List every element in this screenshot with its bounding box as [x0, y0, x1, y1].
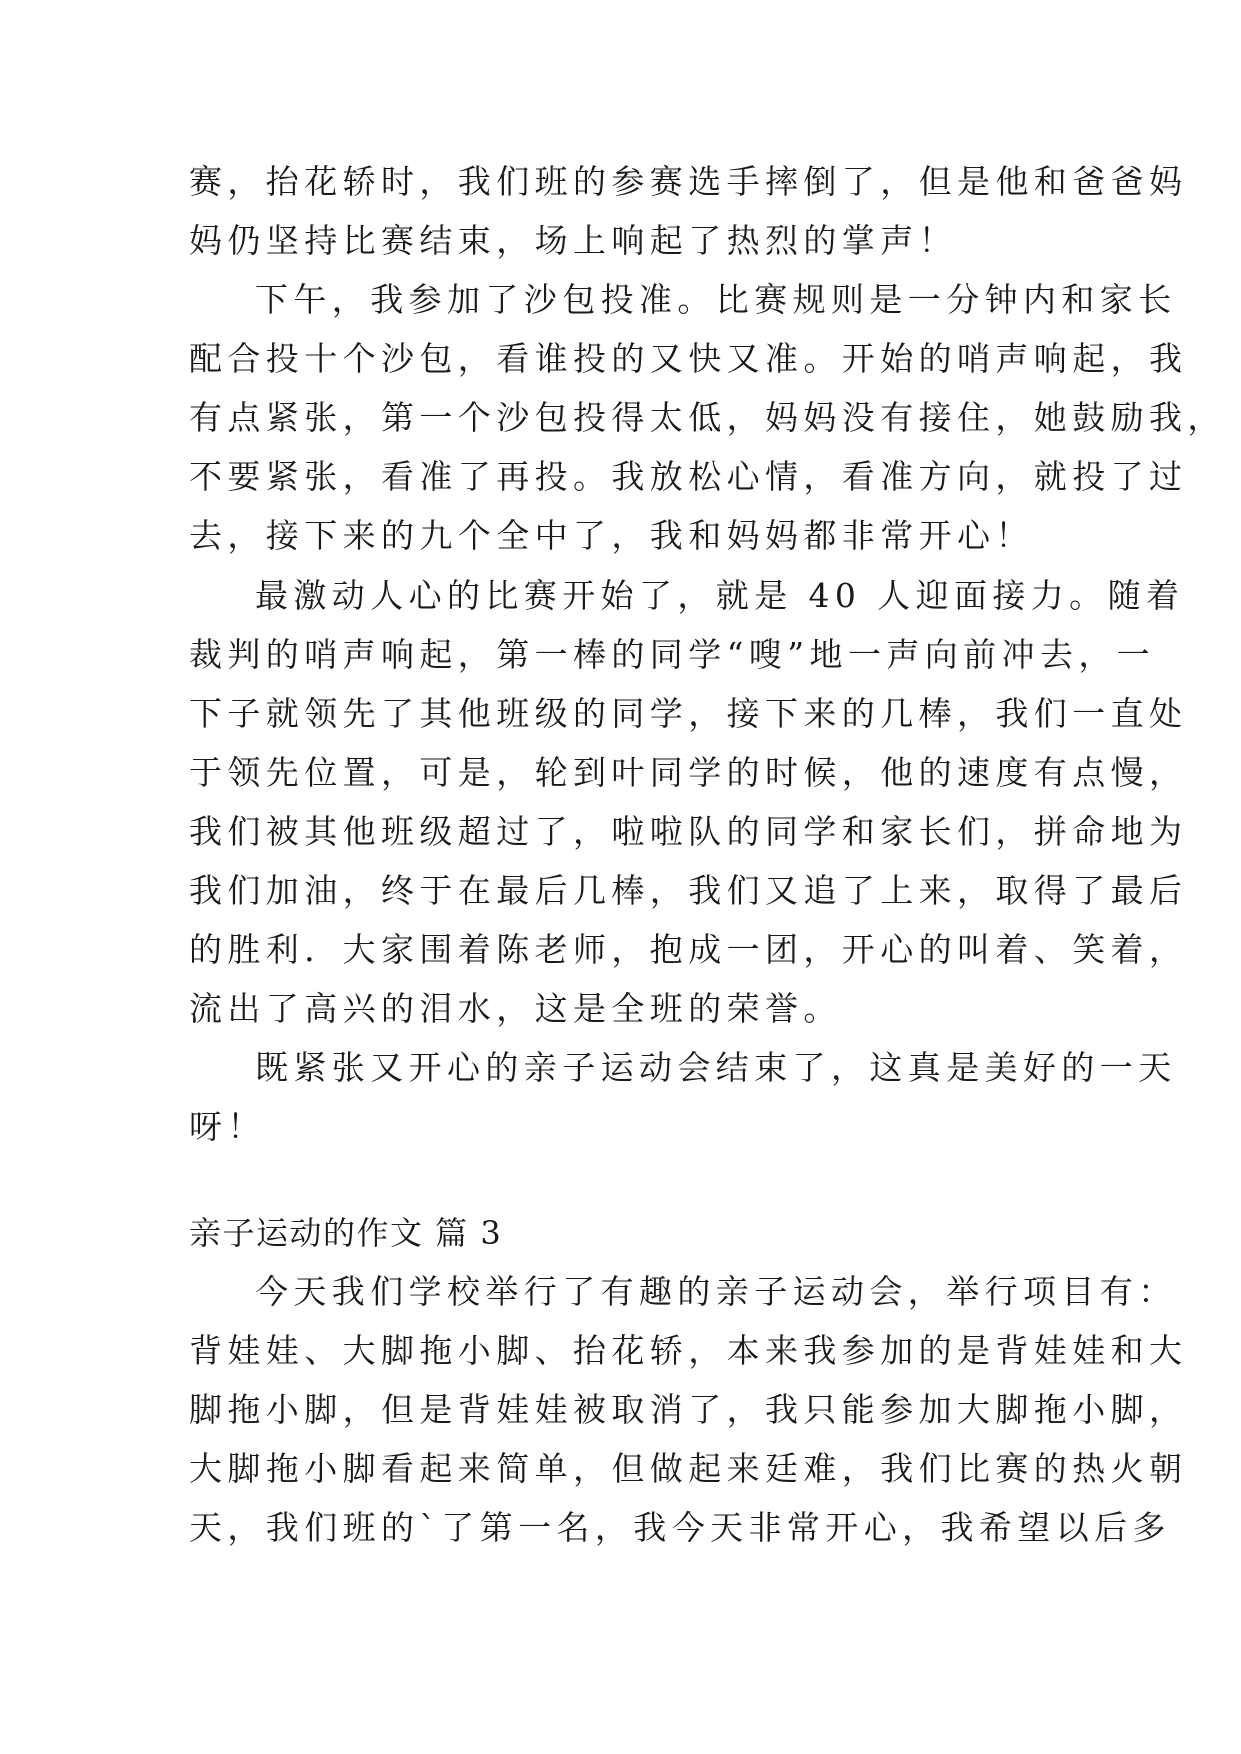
text-line: 脚拖小脚，但是背娃娃被取消了，我只能参加大脚拖小脚，: [189, 1390, 1188, 1429]
text-line: 我们加油，终于在最后几棒，我们又追了上来，取得了最后: [189, 871, 1188, 910]
text-line: 裁判的哨声响起，第一棒的同学“嗖”地一声向前冲去，一: [189, 635, 1156, 674]
text-line: 有点紧张，第一个沙包投得太低，妈妈没有接住，她鼓励我，: [189, 398, 1226, 437]
text-line: 不要紧张，看准了再投。我放松心情，看准方向，就投了过: [189, 457, 1188, 496]
text-line: 去，接下来的九个全中了，我和妈妈都非常开心！: [189, 516, 1034, 555]
text-line: 天，我们班的`了第一名，我今天非常开心，我希望以后多: [189, 1508, 1171, 1547]
section-heading: 亲子运动的作文 篇 3: [189, 1214, 503, 1252]
text-line: 今天我们学校举行了有趣的亲子运动会，举行项目有：: [255, 1272, 1177, 1311]
text-line: 呀！: [189, 1107, 266, 1146]
text-line: 既紧张又开心的亲子运动会结束了，这真是美好的一天: [255, 1048, 1177, 1087]
text-line: 背娃娃、大脚拖小脚、抬花轿，本来我参加的是背娃娃和大: [189, 1331, 1188, 1370]
text-line: 配合投十个沙包，看谁投的又快又准。开始的哨声响起，我: [189, 339, 1188, 378]
text-line: 最激动人心的比赛开始了，就是 40 人迎面接力。随着: [255, 576, 1185, 615]
text-line: 妈仍坚持比赛结束，场上响起了热烈的掌声！: [189, 221, 957, 260]
text-line: 下午，我参加了沙包投准。比赛规则是一分钟内和家长: [255, 280, 1177, 319]
text-line: 我们被其他班级超过了，啦啦队的同学和家长们，拼命地为: [189, 812, 1188, 851]
text-line: 赛，抬花轿时，我们班的参赛选手摔倒了，但是他和爸爸妈: [189, 162, 1188, 201]
text-line: 大脚拖小脚看起来简单，但做起来廷难，我们比赛的热火朝: [189, 1449, 1188, 1488]
text-line: 下子就领先了其他班级的同学，接下来的几棒，我们一直处: [189, 694, 1188, 733]
text-line: 流出了高兴的泪水，这是全班的荣誉。: [189, 989, 842, 1028]
text-line: 于领先位置，可是，轮到叶同学的时候，他的速度有点慢，: [189, 753, 1188, 792]
text-line: 的胜利．大家围着陈老师，抱成一团，开心的叫着、笑着，: [189, 930, 1188, 969]
